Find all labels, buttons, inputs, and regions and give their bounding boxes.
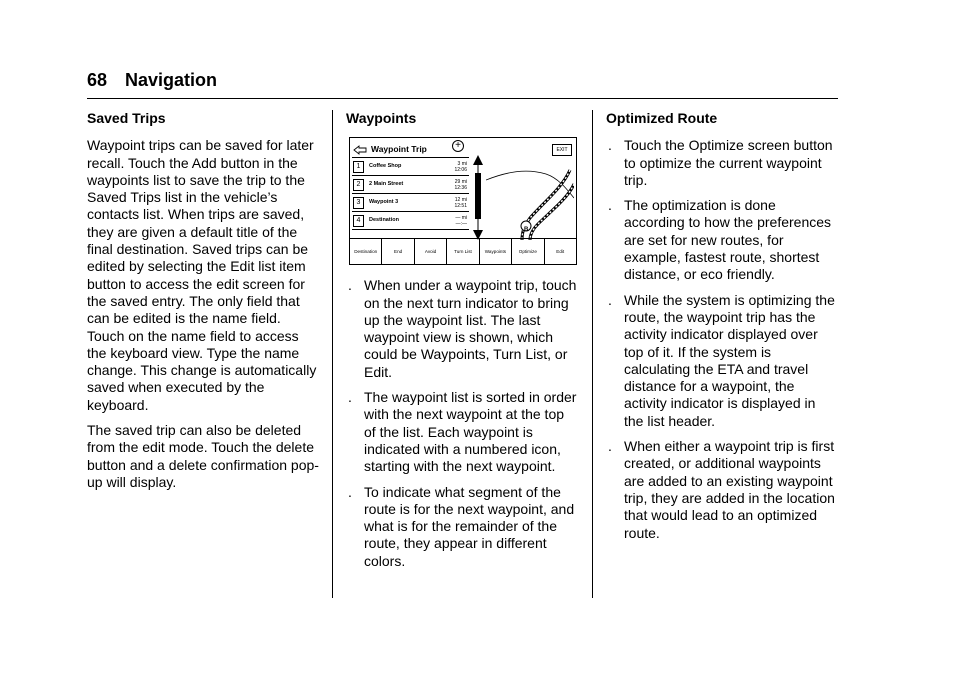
waypoint-time: 12:06 bbox=[454, 166, 467, 173]
column-optimized-route bbox=[606, 110, 838, 550]
avoid-button: Avoid bbox=[415, 239, 447, 264]
figure-button-bar bbox=[350, 238, 576, 264]
list-item bbox=[606, 197, 838, 283]
page-number: 68 bbox=[87, 70, 108, 90]
waypoint-meta bbox=[454, 161, 467, 173]
figure-title: Waypoint Trip bbox=[371, 144, 427, 155]
optimize-button: Optimize bbox=[512, 239, 544, 264]
list-item bbox=[352, 176, 469, 194]
column-divider bbox=[332, 110, 333, 598]
bullet-marker: . bbox=[608, 137, 612, 154]
list-item bbox=[352, 212, 469, 230]
edit-button: Edit bbox=[556, 249, 565, 255]
waypoint-distance: 29 mi bbox=[454, 178, 467, 185]
waypoint-time: —:— bbox=[455, 220, 467, 227]
heading-waypoints: Waypoints bbox=[346, 110, 417, 126]
bullet-marker: . bbox=[608, 197, 612, 214]
bullet-marker: . bbox=[348, 483, 352, 500]
waypoint-distance: 3 mi bbox=[457, 160, 467, 167]
bullet-text: Touch the Optimize screen button to optimize the current waypoint trip. bbox=[624, 137, 833, 188]
heading-saved-trips: Saved Trips bbox=[87, 110, 166, 126]
waypoint-trip-figure bbox=[349, 137, 577, 265]
waypoint-name: Coffee Shop bbox=[369, 163, 402, 170]
waypoint-number: 3 bbox=[353, 197, 364, 209]
list-item bbox=[606, 438, 838, 542]
waypoint-name: Destination bbox=[369, 217, 399, 224]
optimized-bullet-list bbox=[606, 137, 838, 542]
column-divider bbox=[592, 110, 593, 598]
bullet-text: The optimization is done according to how the preferences are set for new routes, for example, fastest route, shortest distance, or eco friendly. bbox=[624, 197, 832, 283]
waypoint-list bbox=[352, 157, 469, 230]
back-arrow-icon bbox=[353, 145, 367, 155]
section-title: Navigation bbox=[125, 70, 218, 90]
list-item bbox=[346, 389, 578, 475]
list-item bbox=[352, 194, 469, 212]
waypoint-distance: — mi bbox=[455, 214, 467, 221]
bullet-marker: . bbox=[608, 438, 612, 455]
list-item bbox=[606, 292, 838, 430]
bullet-text: When either a waypoint trip is first created, or additional waypoints are added to an existing waypoint trip, they are added in the location that would lead to an optimized route. bbox=[624, 438, 835, 541]
map-marker-label: B bbox=[524, 227, 529, 234]
waypoint-number: 2 bbox=[353, 179, 364, 191]
list-item bbox=[352, 157, 469, 176]
waypoint-name: Waypoint 3 bbox=[369, 199, 399, 206]
waypoint-meta bbox=[454, 179, 467, 191]
bullet-text: The waypoint list is sorted in order with the next waypoint at the top of the list. Each waypoint is indicated with a numbered icon, starting with the next waypoint. bbox=[364, 389, 577, 475]
waypoint-distance: 12 mi bbox=[454, 196, 467, 203]
turn-list-button: Turn List bbox=[447, 239, 479, 264]
waypoint-meta bbox=[455, 215, 467, 227]
waypoint-meta bbox=[454, 197, 467, 209]
paragraph: The saved trip can also be deleted from the edit mode. Touch the delete button and a delete confirmation pop-up will display. bbox=[87, 422, 319, 490]
list-item bbox=[346, 277, 578, 381]
header-rule bbox=[87, 98, 838, 99]
heading-optimized-route: Optimized Route bbox=[606, 110, 718, 126]
list-item bbox=[606, 137, 838, 189]
bullet-text: To indicate what segment of the route is for the next waypoint, and what is for the remainder of the route, they appear in different colors. bbox=[364, 483, 575, 569]
waypoints-bullet-list bbox=[346, 277, 578, 570]
waypoint-time: 12:36 bbox=[454, 184, 467, 191]
column-saved-trips bbox=[87, 110, 319, 499]
waypoint-number: 4 bbox=[353, 215, 364, 227]
paragraph: Waypoint trips can be saved for later recall. Touch the Add button in the waypoints list to save the trip to the Saved Trips list in the vehicle’s contacts list. When trips are saved, they are given a default title of the final destination. Saved trips can be edited by selecting the Edit list item button to access the edit screen for the saved entry. The only field that can be edited is the name field. Touch on the name field to access the keyboard view. Type the name change. This change is automatically saved when executed by the keyboard. bbox=[87, 137, 317, 413]
bullet-text: When under a waypoint trip, touch on the next turn indicator to bring up the waypoint list. The last waypoint view is shown, which could be Waypoints, Turn List, or Edit. bbox=[364, 277, 577, 380]
figure-title-bar bbox=[353, 141, 427, 158]
add-icon: + bbox=[452, 140, 464, 152]
page-header bbox=[87, 70, 217, 91]
waypoint-time: 12:51 bbox=[454, 202, 467, 209]
column-waypoints bbox=[346, 110, 578, 578]
list-item bbox=[346, 484, 578, 570]
bullet-text: While the system is optimizing the route, the waypoint trip has the activity indicator displayed over top of it. If the system is calculating the ETA and travel distance for a waypoint, the activity indicator is displayed in the list header. bbox=[624, 291, 835, 429]
bullet-marker: . bbox=[348, 277, 352, 294]
waypoint-number: 1 bbox=[353, 161, 364, 173]
bullet-marker: . bbox=[348, 389, 352, 406]
bullet-marker: . bbox=[608, 291, 612, 308]
destination-button: Destination bbox=[350, 239, 382, 264]
end-button: End bbox=[382, 239, 414, 264]
map-view bbox=[486, 158, 574, 240]
exit-button: EXIT bbox=[552, 144, 572, 156]
waypoint-name: 2 Main Street bbox=[369, 181, 404, 188]
list-scrollbar bbox=[472, 155, 484, 240]
waypoints-button: Waypoints bbox=[480, 239, 512, 264]
